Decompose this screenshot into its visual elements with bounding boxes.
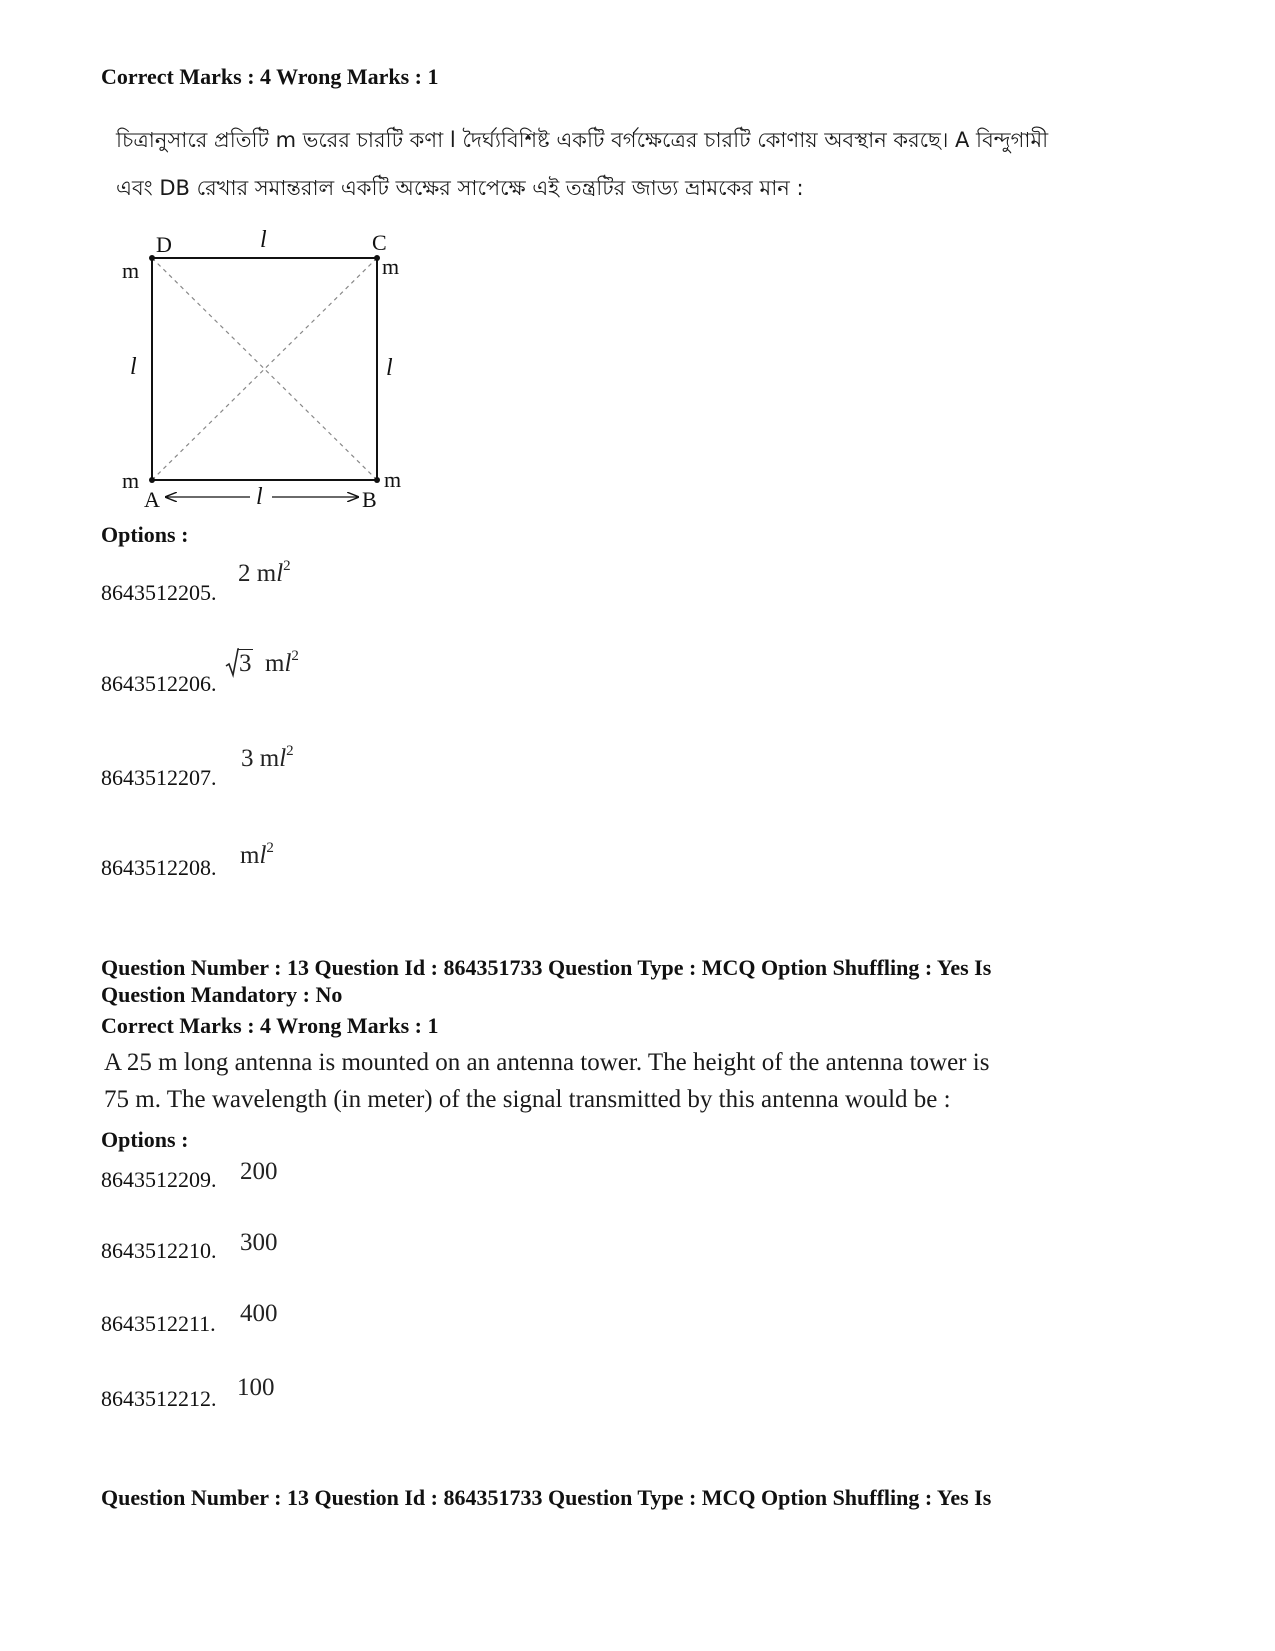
option-value[interactable]: 200 — [240, 1158, 278, 1185]
q12-options-label: Options : — [101, 522, 189, 547]
q13-header-line-1: Question Number : 13 Question Id : 864351733 Question Type : MCQ Option Shuffling : Yes Is — [101, 955, 992, 980]
q13-options-label: Options : — [101, 1127, 189, 1152]
option-coef: 3 — [239, 650, 252, 677]
option-id[interactable]: 8643512210. — [101, 1238, 217, 1263]
label-a: A — [144, 487, 160, 512]
option-coef: 2 — [238, 560, 257, 587]
q12-question-line-2: এবং DB রেখার সমান্তরাল একটি অক্ষের সাপেক্ষে এই তন্ত্রটির জাড্য ভ্রামকের মান : — [116, 176, 804, 200]
option-id[interactable]: 8643512212. — [101, 1386, 217, 1411]
option-value[interactable] — [238, 650, 299, 678]
option-value[interactable]: 100 — [237, 1374, 275, 1401]
option-base-italic-l: l — [279, 745, 287, 772]
option-coef: 3 — [241, 745, 260, 772]
option-id[interactable]: 8643512208. — [101, 855, 217, 880]
q13-question-line-1: A 25 m long antenna is mounted on an antenna tower. The height of the antenna tower is — [104, 1049, 990, 1076]
option-value[interactable] — [238, 560, 291, 588]
option-base: ml — [265, 650, 292, 677]
q12-square-figure — [110, 222, 430, 522]
option-id[interactable]: 8643512207. — [101, 765, 217, 790]
option-base-italic-l: l — [259, 842, 267, 869]
q12-question-line-1: চিত্রানুসারে প্রতিটি m ভরের চারটি কণা l দৈর্ঘ্যবিশিষ্ট একটি বর্গক্ষেত্রের চারটি কোণায় অবস্থান করছে। A বিন্দুগামী — [116, 128, 1049, 152]
footer-question-header: Question Number : 13 Question Id : 864351733 Question Type : MCQ Option Shuffling : Yes Is — [101, 1485, 992, 1510]
mass-label-c: m — [382, 254, 400, 279]
mass-dot-b — [374, 477, 380, 483]
option-value[interactable] — [240, 842, 274, 870]
mass-dot-d — [149, 255, 155, 261]
option-exponent: 2 — [291, 648, 299, 664]
option-exponent: 2 — [283, 558, 291, 574]
option-base: ml — [240, 842, 267, 869]
side-label-top: l — [260, 227, 267, 253]
mass-label-a: m — [122, 468, 140, 493]
mass-label-b: m — [384, 467, 402, 492]
option-base: ml — [259, 745, 287, 772]
mass-label-d: m — [122, 258, 140, 283]
q13-question-line-2: 75 m. The wavelength (in meter) of the signal transmitted by this antenna would be : — [104, 1086, 951, 1113]
square-outline — [152, 258, 377, 480]
option-base-italic-l: l — [276, 560, 284, 587]
option-value[interactable]: 300 — [240, 1229, 278, 1256]
sqrt-icon — [225, 648, 239, 678]
q13-header-line-2: Question Mandatory : No — [101, 982, 343, 1007]
option-value[interactable] — [241, 745, 294, 773]
diagonal-ca — [152, 258, 377, 480]
diagonal-db — [152, 258, 377, 480]
side-label-left: l — [130, 354, 137, 380]
option-exponent: 2 — [266, 840, 274, 856]
option-id[interactable]: 8643512205. — [101, 580, 217, 605]
label-c: C — [372, 230, 387, 255]
label-b: B — [362, 487, 377, 512]
q12-marks-line: Correct Marks : 4 Wrong Marks : 1 — [101, 64, 439, 89]
option-id[interactable]: 8643512209. — [101, 1167, 217, 1192]
mass-dot-c — [374, 255, 380, 261]
option-exponent: 2 — [286, 743, 294, 759]
option-base: ml — [256, 560, 284, 587]
q13-marks-line: Correct Marks : 4 Wrong Marks : 1 — [101, 1013, 439, 1038]
option-base-italic-l: l — [284, 650, 292, 677]
option-id[interactable]: 8643512211. — [101, 1311, 216, 1336]
label-d: D — [156, 232, 172, 257]
mass-dot-a — [149, 477, 155, 483]
side-label-bottom: l — [256, 484, 263, 510]
side-label-right: l — [386, 355, 393, 381]
option-value[interactable]: 400 — [240, 1300, 278, 1327]
option-id[interactable]: 8643512206. — [101, 671, 217, 696]
sqrt-symbol — [238, 650, 253, 678]
